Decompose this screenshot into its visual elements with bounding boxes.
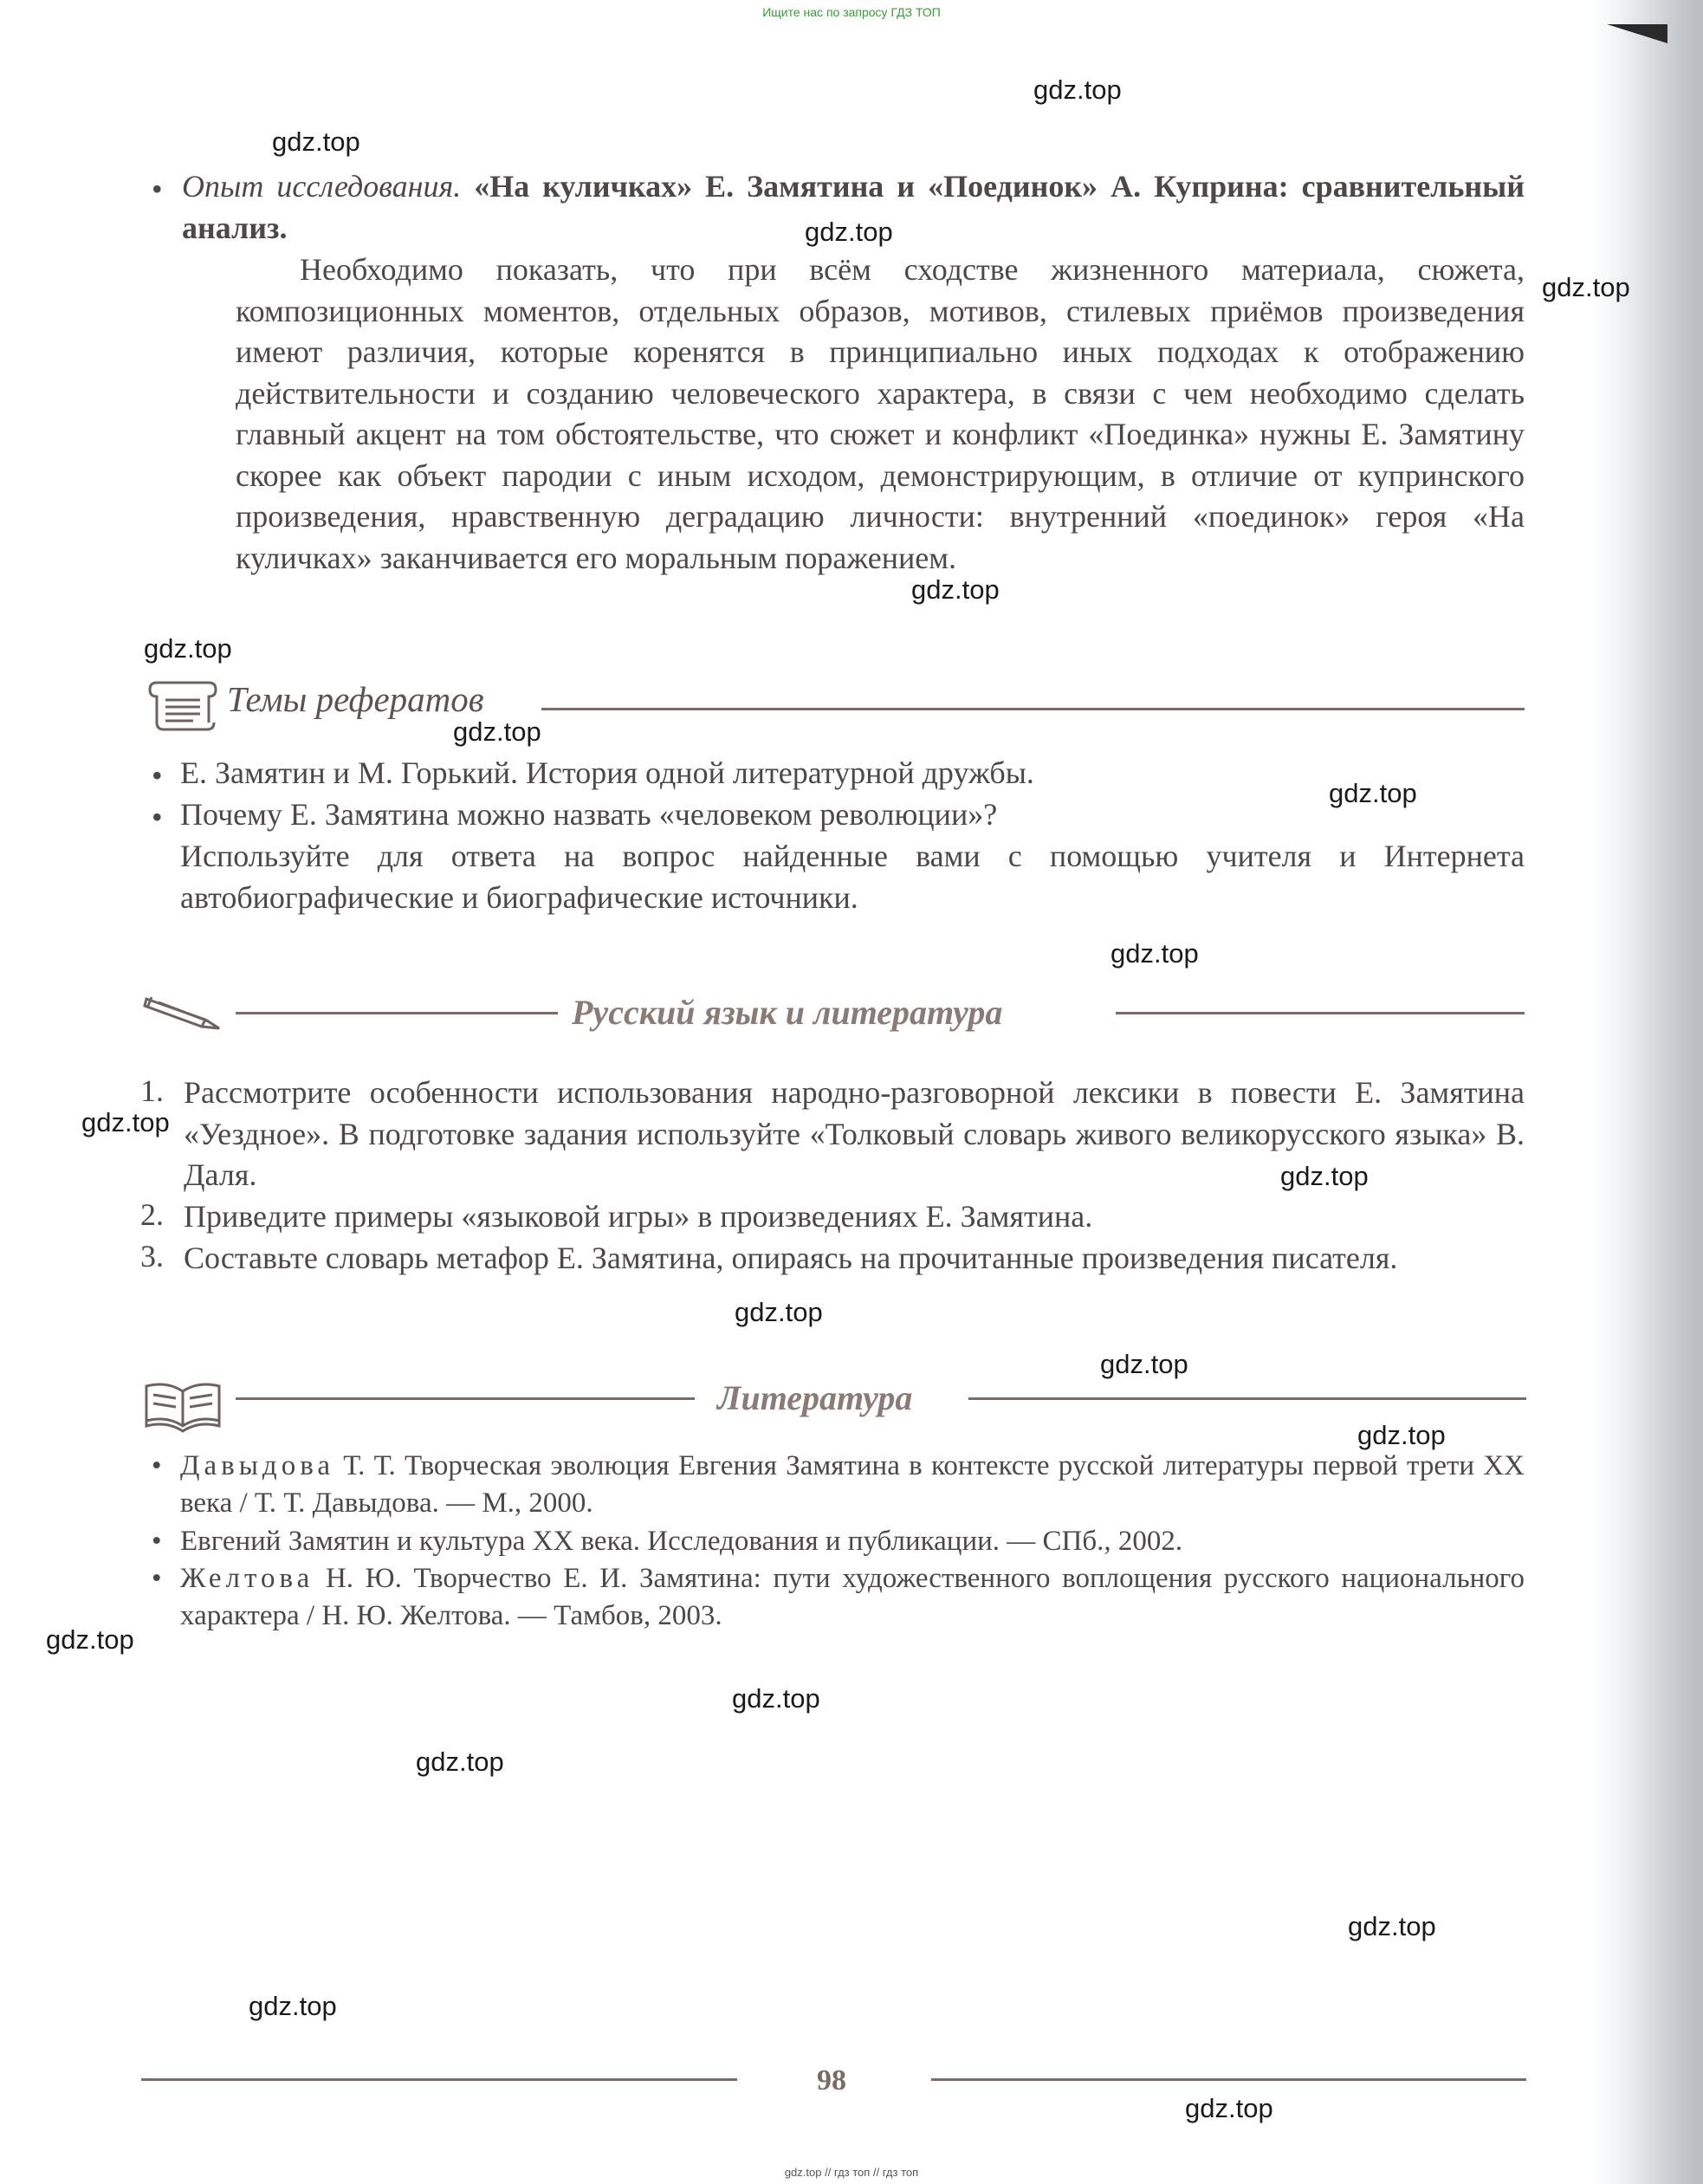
essays-heading: Темы рефератов (227, 679, 484, 719)
essays-bullet-2: • (152, 800, 163, 834)
watermark: gdz.top (46, 1624, 134, 1655)
literature-text-2: Евгений Замятин и культура XX века. Исследования и публикации. — СПб., 2002. (180, 1526, 1183, 1557)
watermark: gdz.top (144, 633, 232, 664)
language-item-1: Рассмотрите особенности использования народно-разговорной лексики в повести Е. Замятина «Уездное». В подготовке задания используйте «Толковый словарь живого великорусского языка» В. Даля. (184, 1075, 1525, 1192)
literature-item-3 (180, 1560, 1525, 1635)
literature-bullet-2: • (152, 1526, 162, 1557)
language-num-2: 2. (140, 1197, 164, 1232)
essays-note: Используйте для ответа на вопрос найденные вами с помощью учителя и Интернета автобиографические и биографические источники. (180, 839, 1525, 915)
watermark: gdz.top (911, 574, 1000, 605)
essays-item-2: Почему Е. Замятина можно назвать «человеком революции»? (180, 797, 998, 832)
open-book-icon (141, 1377, 224, 1435)
corner-marker (1607, 24, 1667, 43)
watermark: gdz.top (81, 1107, 170, 1137)
watermark: gdz.top (732, 1683, 820, 1714)
watermark: gdz.top (1542, 272, 1630, 302)
watermark: gdz.top (249, 1991, 337, 2021)
language-heading: Русский язык и литература (572, 993, 1003, 1032)
literature-author-1: Давыдова (180, 1450, 334, 1481)
page-edge-shadow (1590, 0, 1703, 2184)
language-item-3: Составьте словарь метафор Е. Замятина, опираясь на прочитанные произведения писателя. (184, 1241, 1398, 1275)
watermark: gdz.top (735, 1297, 823, 1327)
literature-author-3: Желтова (180, 1563, 314, 1594)
bottom-note: gdz.top // гдз топ // гдз топ (784, 2166, 919, 2179)
watermark: gdz.top (1329, 778, 1417, 808)
essays-item-1: Е. Замятин и М. Горький. История одной литературной дружбы. (180, 755, 1034, 790)
literature-text-3: Н. Ю. Творчество Е. И. Замятина: пути художественного воплощения русского национального характера / Н. Ю. Желтова. — Тамбов, 2003. (180, 1563, 1525, 1631)
watermark: gdz.top (272, 126, 360, 157)
scroll-icon (141, 674, 219, 733)
literature-bullet-1: • (152, 1450, 162, 1481)
watermark: gdz.top (1033, 75, 1122, 105)
top-note: Ищите нас по запросу ГДЗ ТОП (762, 5, 941, 19)
watermark: gdz.top (1280, 1161, 1369, 1191)
watermark: gdz.top (1100, 1349, 1188, 1379)
language-num-1: 1. (140, 1073, 164, 1108)
language-item-2: Приведите примеры «языковой игры» в произведениях Е. Замятина. (184, 1199, 1093, 1234)
watermark: gdz.top (1111, 938, 1199, 969)
pencil-icon (141, 990, 228, 1034)
literature-item-1 (180, 1448, 1525, 1522)
literature-heading-rule-right (968, 1397, 1526, 1400)
watermark: gdz.top (416, 1747, 504, 1777)
watermark: gdz.top (1348, 1911, 1436, 1941)
language-heading-rule-left (236, 1012, 558, 1014)
research-bullet: • (152, 172, 163, 206)
literature-item-2 (180, 1523, 1525, 1560)
language-num-3: 3. (140, 1239, 164, 1273)
essays-bullet-1: • (152, 758, 163, 793)
watermark: gdz.top (805, 217, 893, 247)
watermark: gdz.top (1357, 1420, 1446, 1450)
footer-rule-left (141, 2078, 737, 2081)
literature-text-1: Т. Т. Творческая эволюция Евгения Замятина в контексте русской литературы первой трети XX века / Т. Т. Давыдова. — М., 2000. (180, 1450, 1525, 1519)
essays-heading-rule (541, 708, 1525, 710)
literature-heading-rule-left (236, 1397, 695, 1400)
watermark: gdz.top (453, 716, 541, 747)
language-heading-rule-right (1116, 1012, 1525, 1014)
research-title: «На куличках» Е. Замятина и «Поединок» А. Куприна: сравнительный анализ. (182, 169, 1525, 245)
literature-bullet-3: • (152, 1563, 162, 1594)
footer-rule-right (931, 2078, 1526, 2081)
page-number: 98 (817, 2064, 846, 2097)
literature-heading: Литература (717, 1378, 913, 1417)
research-label: Опыт исследования. (182, 169, 462, 204)
research-body: Необходимо показать, что при всём сходстве жизненного материала, сюжета, композиционных моментов, отдельных образов, мотивов, стилевых приёмов произведения имеют различия, которые коренятся в принципиально иных подходах к отображению действительности и созданию человеческого характера, в связи с чем необходимо сделать главный акцент на том обстоятельстве, что сюжет и конфликт «Поединка» нужны Е. Замятину скорее как объект пародии с иным исходом, демонстрирующим, в отличие от купринского произведения, нравственную деградацию личности: внутренний «поединок» героя «На куличках» заканчивается его моральным поражением. (236, 252, 1525, 575)
watermark: gdz.top (1185, 2093, 1273, 2123)
